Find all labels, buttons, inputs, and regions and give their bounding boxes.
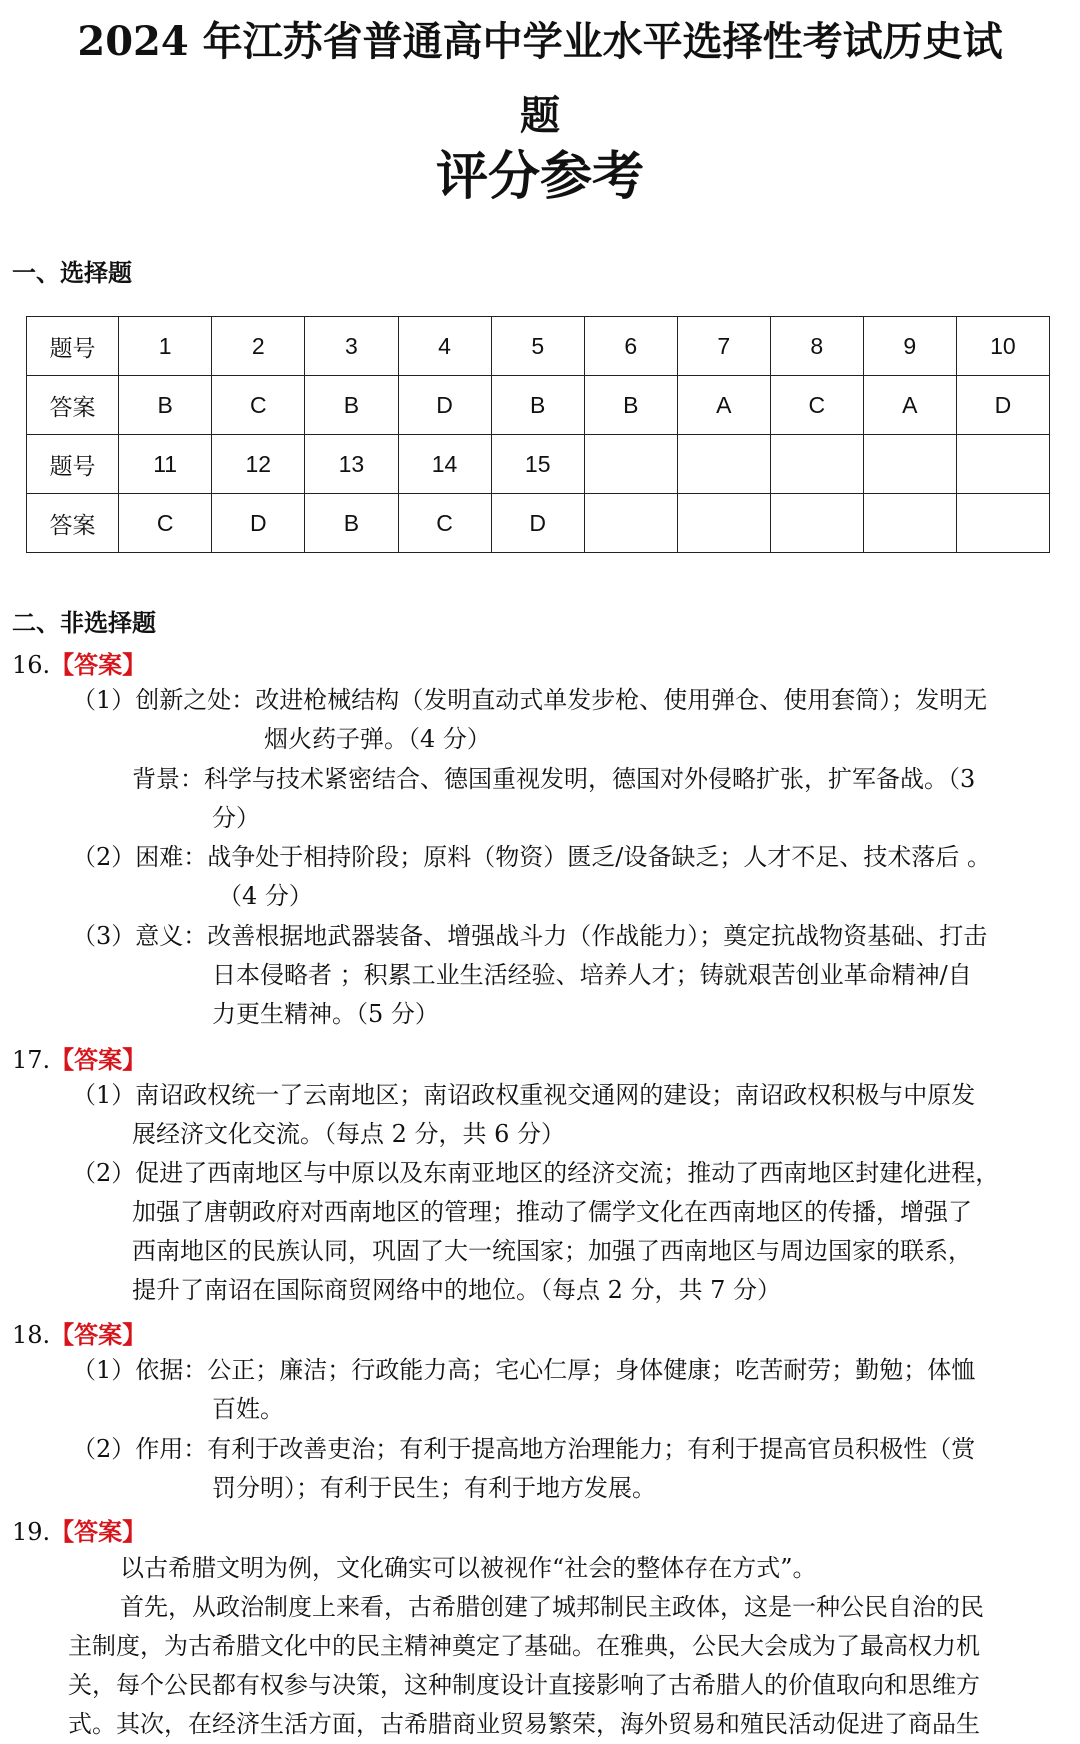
answer-table — [26, 316, 1050, 553]
answer-cell: B — [305, 376, 398, 435]
answer-cell: C — [119, 494, 212, 553]
answer-cell: A — [863, 376, 956, 435]
answer-cell: B — [305, 494, 398, 553]
q16-part3 — [72, 917, 1060, 1034]
title-line-1: 2024 年江苏省普通高中学业水平选择性考试历史试 — [77, 18, 1003, 65]
question-number-cell: 9 — [863, 317, 956, 376]
section-heading-choice: 一、选择题 — [12, 258, 132, 287]
question-number-cell: 2 — [212, 317, 305, 376]
title-line-2: 题 — [520, 92, 560, 139]
text-line: （4 分） — [218, 882, 313, 910]
empty-cell — [956, 435, 1049, 494]
question-number-cell: 14 — [398, 435, 491, 494]
text-line: 提升了南诏在国际商贸网络中的地位。（每点 2 分，共 7 分） — [132, 1276, 782, 1304]
empty-cell — [584, 435, 677, 494]
empty-cell — [956, 494, 1049, 553]
answer-cell: D — [956, 376, 1049, 435]
empty-cell — [584, 494, 677, 553]
answer-cell: D — [212, 494, 305, 553]
question-number-cell: 8 — [770, 317, 863, 376]
answer-cell: C — [770, 376, 863, 435]
table-row — [27, 435, 1050, 494]
text-line: （2）促进了西南地区与中原以及东南亚地区的经济交流；推动了西南地区封建化进程， — [72, 1159, 1000, 1187]
table-row — [27, 317, 1050, 376]
text-line: 以古希腊文明为例，文化确实可以被视作“社会的整体存在方式”。 — [120, 1554, 817, 1582]
text-line: 力更生精神。（5 分） — [212, 1000, 439, 1028]
question-number-cell: 6 — [584, 317, 677, 376]
answer-cell: A — [677, 376, 770, 435]
table-row — [27, 376, 1050, 435]
text-line: 加强了唐朝政府对西南地区的管理；推动了儒学文化在西南地区的传播，增强了 — [132, 1198, 972, 1226]
q16-part2 — [72, 838, 1060, 916]
question-number-cell: 5 — [491, 317, 584, 376]
document-subtitle: 评分参考 — [435, 146, 644, 207]
section-heading-nonchoice: 二、非选择题 — [12, 608, 156, 637]
answer-cell: B — [119, 376, 212, 435]
question-number-cell: 12 — [212, 435, 305, 494]
empty-cell — [863, 494, 956, 553]
answer-tag: 【答案】 — [50, 1045, 147, 1074]
answer-cell: B — [491, 376, 584, 435]
text-line: 首先，从政治制度上来看，古希腊创建了城邦制民主政体，这是一种公民自治的民 — [120, 1593, 984, 1621]
row-label-question: 题号 — [27, 435, 119, 494]
text-line: （2）困难：战争处于相持阶段；原料（物资）匮乏/设备缺乏；人才不足、技术落后 。 — [72, 843, 991, 871]
empty-cell — [677, 494, 770, 553]
text-line: 分） — [212, 804, 260, 832]
q17-part2 — [72, 1154, 1060, 1310]
q19-essay — [68, 1549, 1060, 1744]
row-label-answer: 答案 — [27, 494, 119, 553]
question-17-label — [12, 1040, 146, 1075]
text-line: （2）作用：有利于改善吏治；有利于提高地方治理能力；有利于提高官员积极性（赏 — [72, 1435, 976, 1463]
empty-cell — [677, 435, 770, 494]
answer-tag: 【答案】 — [50, 1320, 147, 1349]
text-line: 背景：科学与技术紧密结合、德国重视发明，德国对外侵略扩张，扩军备战。（3 — [132, 765, 976, 793]
row-label-answer: 答案 — [27, 376, 119, 435]
text-line: 式。其次，在经济生活方面，古希腊商业贸易繁荣，海外贸易和殖民活动促进了商品生 — [68, 1710, 980, 1738]
document-title — [20, 10, 1060, 148]
table-row — [27, 494, 1050, 553]
question-number-cell: 13 — [305, 435, 398, 494]
answer-tag: 【答案】 — [50, 650, 147, 679]
question-number-cell: 15 — [491, 435, 584, 494]
row-label-question: 题号 — [27, 317, 119, 376]
question-number-cell: 7 — [677, 317, 770, 376]
answer-cell: D — [491, 494, 584, 553]
text-line: （1）南诏政权统一了云南地区；南诏政权重视交通网的建设；南诏政权积极与中原发 — [72, 1081, 976, 1109]
answer-cell: C — [398, 494, 491, 553]
text-line: （3）意义：改善根据地武器装备、增强战斗力（作战能力）；奠定抗战物资基础、打击 — [72, 922, 988, 950]
empty-cell — [770, 494, 863, 553]
question-number: 17. — [12, 1046, 51, 1074]
text-line: 烟火药子弹。（4 分） — [264, 725, 491, 753]
empty-cell — [770, 435, 863, 494]
question-number-cell: 1 — [119, 317, 212, 376]
text-line: 展经济文化交流。（每点 2 分，共 6 分） — [132, 1120, 566, 1148]
question-18-label — [12, 1315, 146, 1350]
question-number: 19. — [12, 1518, 51, 1546]
answer-tag: 【答案】 — [50, 1517, 147, 1546]
q18-part2 — [72, 1430, 1060, 1508]
text-line: （1）依据：公正；廉洁；行政能力高；宅心仁厚；身体健康；吃苦耐劳；勤勉；体恤 — [72, 1356, 976, 1384]
q16-part1 — [72, 681, 1060, 759]
question-number-cell: 11 — [119, 435, 212, 494]
text-line: （1）创新之处：改进枪械结构（发明直动式单发步枪、使用弹仓、使用套筒）；发明无 — [72, 686, 988, 714]
text-line: 关，每个公民都有权参与决策，这种制度设计直接影响了古希腊人的价值取向和思维方 — [68, 1671, 980, 1699]
question-number-cell: 3 — [305, 317, 398, 376]
text-line: 百姓。 — [212, 1395, 284, 1423]
q18-part1 — [72, 1351, 1060, 1429]
q17-part1 — [72, 1076, 1060, 1154]
question-number-cell: 4 — [398, 317, 491, 376]
question-number-cell: 10 — [956, 317, 1049, 376]
answer-cell: C — [212, 376, 305, 435]
question-16-label — [12, 645, 146, 680]
text-line: 西南地区的民族认同，巩固了大一统国家；加强了西南地区与周边国家的联系， — [132, 1237, 972, 1265]
question-number: 16. — [12, 651, 51, 679]
question-number: 18. — [12, 1321, 51, 1349]
answer-cell: D — [398, 376, 491, 435]
answer-cell: B — [584, 376, 677, 435]
text-line: 主制度，为古希腊文化中的民主精神奠定了基础。在雅典，公民大会成为了最高权力机 — [68, 1632, 980, 1660]
text-line: 罚分明）；有利于民生；有利于地方发展。 — [212, 1474, 656, 1502]
text-line: 日本侵略者 ；积累工业生活经验、培养人才；铸就艰苦创业革命精神/自 — [212, 961, 972, 989]
q16-part1-background — [132, 760, 1060, 838]
question-19-label — [12, 1512, 146, 1547]
empty-cell — [863, 435, 956, 494]
